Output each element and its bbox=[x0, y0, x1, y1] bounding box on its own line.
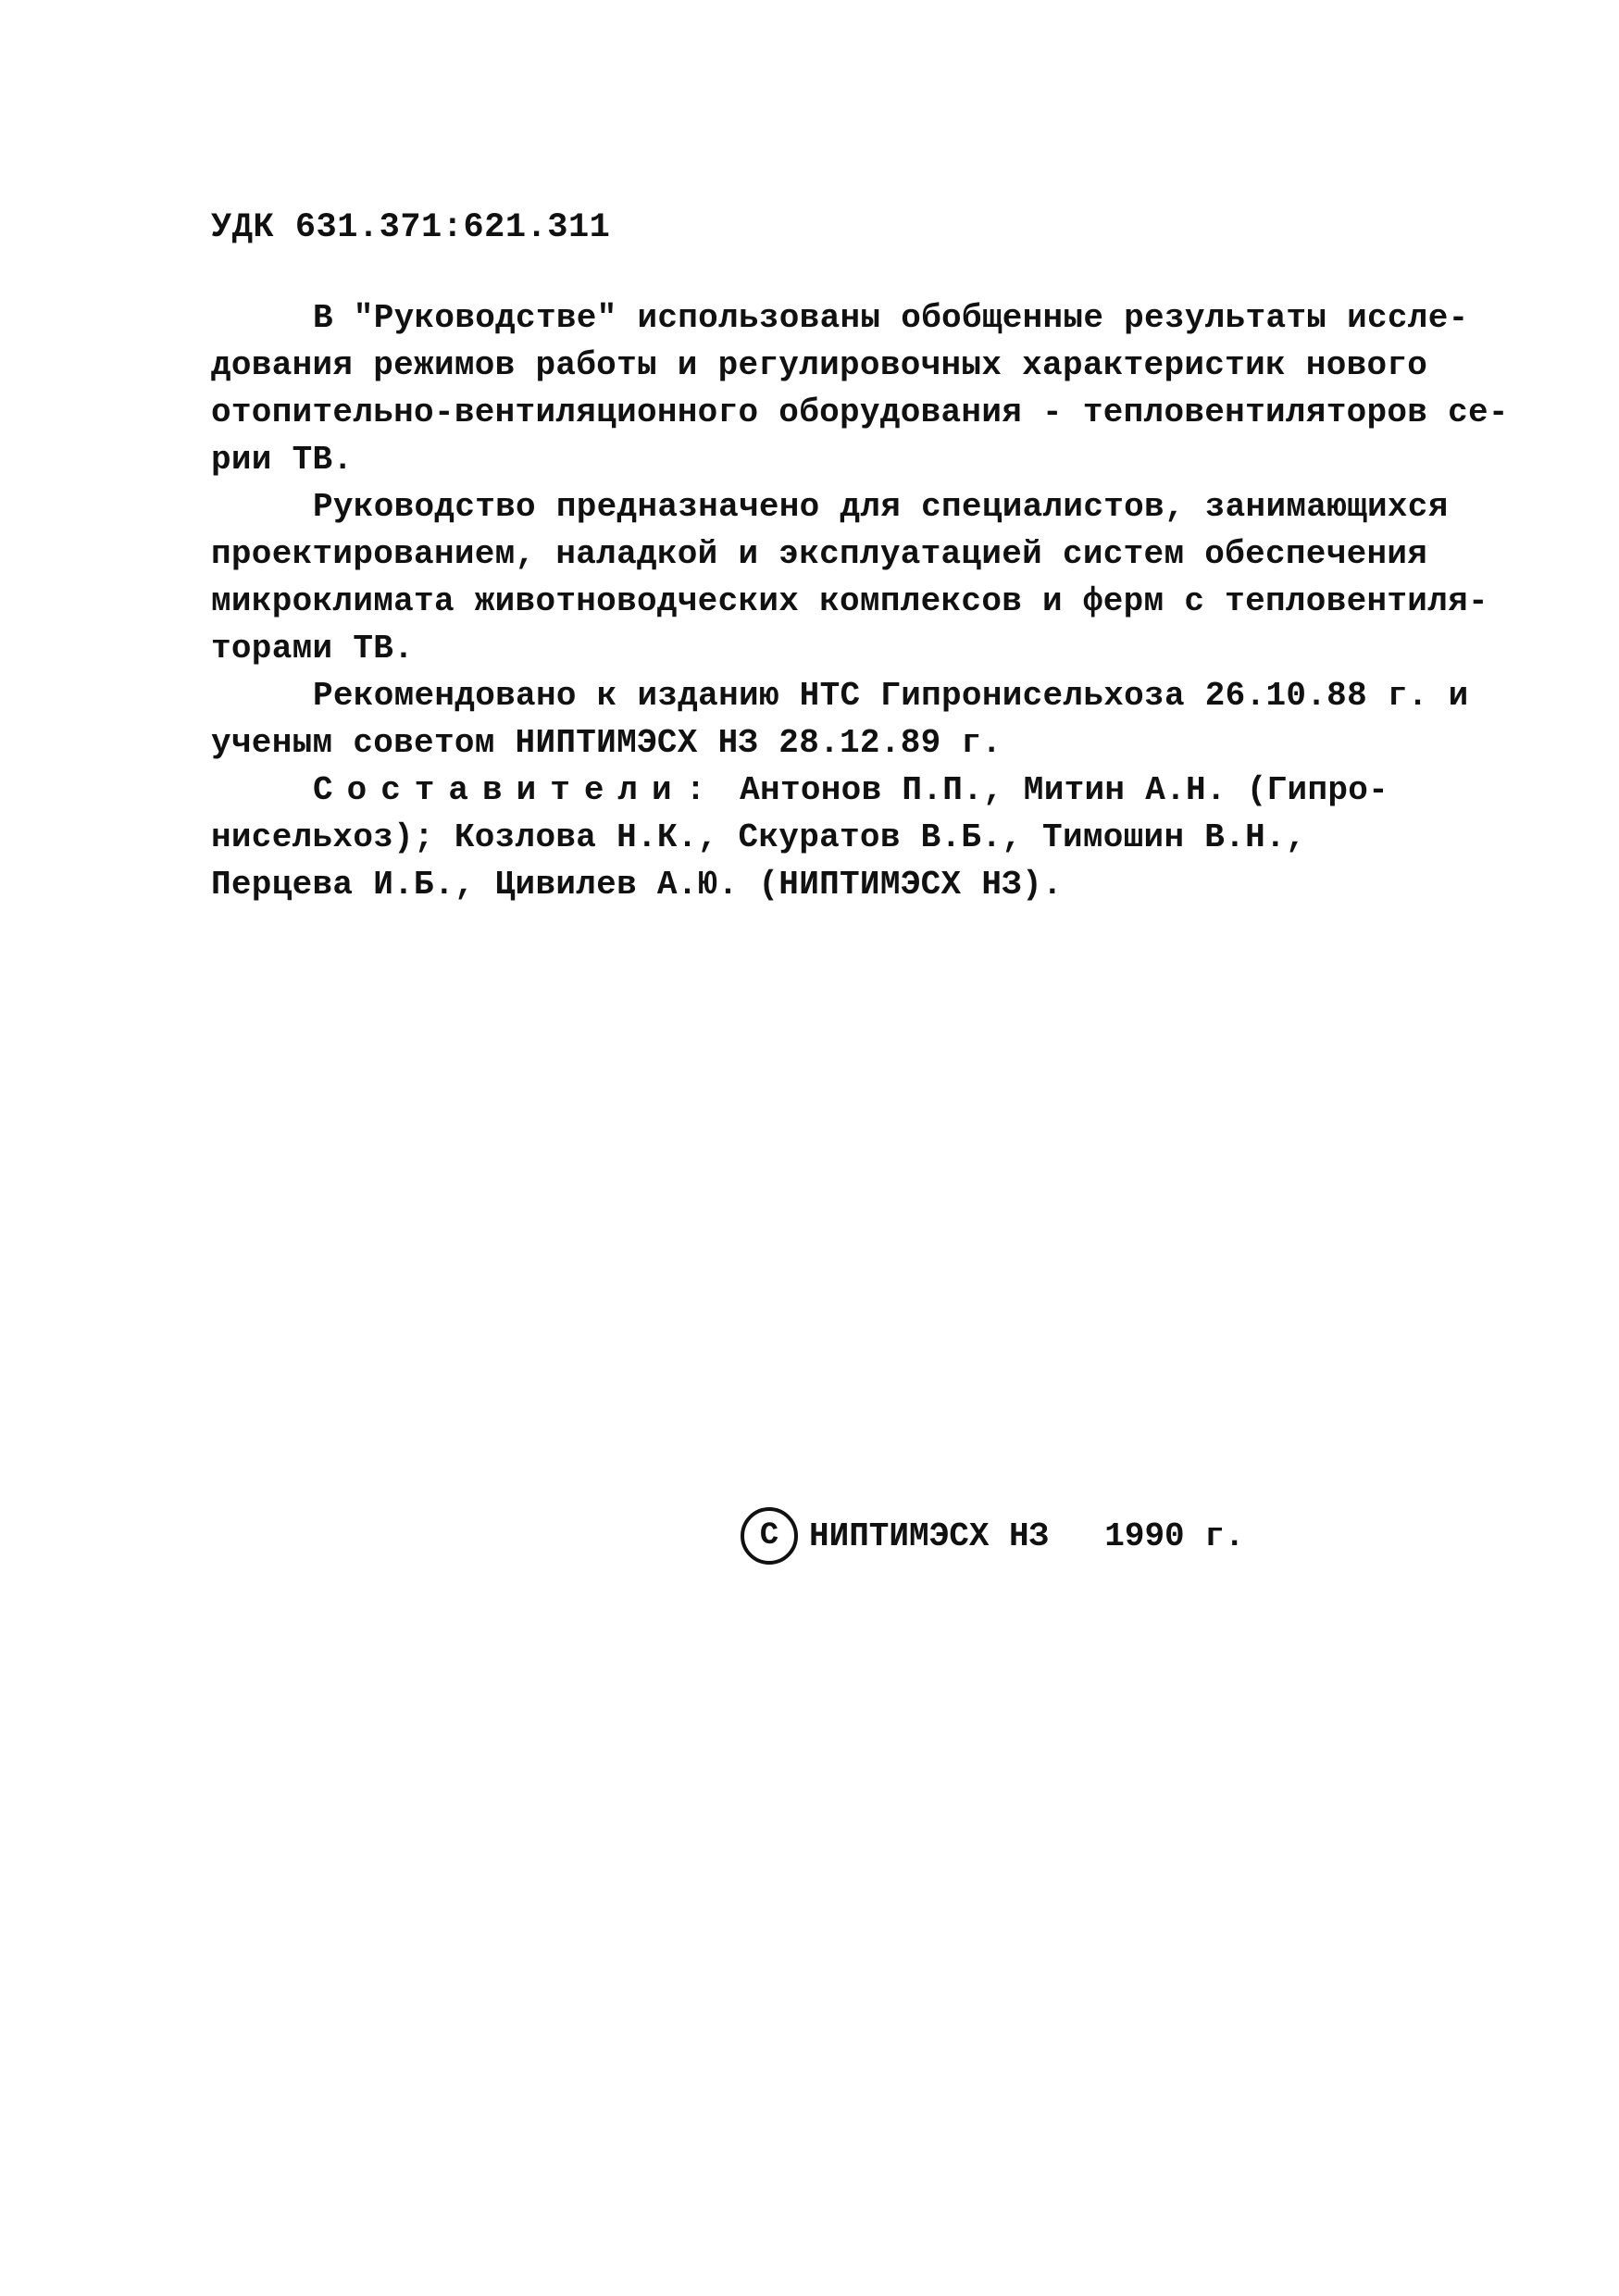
text-line: Руководство предназначено для специалистов, занимающихся bbox=[313, 488, 1449, 526]
authors-line bbox=[211, 767, 1442, 814]
udc-code: УДК 631.371:621.311 bbox=[211, 208, 611, 247]
text-line: микроклимата животноводческих комплексов и ферм с тепловентиля- bbox=[211, 582, 1488, 620]
authors-label: Составители: bbox=[313, 771, 720, 809]
abstract-text bbox=[211, 294, 1509, 908]
text-line: проектированием, наладкой и эксплуатацией систем обеспечения bbox=[211, 535, 1428, 573]
authors-line: Перцева И.Б., Цивилев А.Ю. (НИПТИМЭСХ НЗ). bbox=[211, 866, 1063, 904]
copyright-notice bbox=[741, 1507, 1244, 1565]
text-line: рии ТВ. bbox=[211, 441, 354, 479]
text-line: В "Руководстве" использованы обобщенные результаты иссле- bbox=[313, 299, 1469, 337]
text-line: ученым советом НИПТИМЭСХ НЗ 28.12.89 г. bbox=[211, 724, 1003, 762]
text-line: торами ТВ. bbox=[211, 630, 415, 668]
text-line: дования режимов работы и регулировочных характеристик нового bbox=[211, 346, 1428, 384]
text-line: отопительно-вентиляционного оборудования - тепловентиляторов се- bbox=[211, 393, 1509, 431]
copyright-organization: НИПТИМЭСХ НЗ bbox=[809, 1516, 1050, 1555]
copyright-symbol: C bbox=[759, 1518, 779, 1554]
authors-line: нисельхоз); Козлова Н.К., Скуратов В.Б., Тимошин В.Н., bbox=[211, 818, 1306, 856]
text-line: Рекомендовано к изданию НТС Гипронисельхоза 26.10.88 г. и bbox=[313, 677, 1469, 715]
copyright-year: 1990 г. bbox=[1104, 1516, 1245, 1555]
copyright-icon bbox=[741, 1507, 798, 1565]
authors-text: Антонов П.П., Митин А.Н. (Гипро- bbox=[740, 771, 1389, 809]
